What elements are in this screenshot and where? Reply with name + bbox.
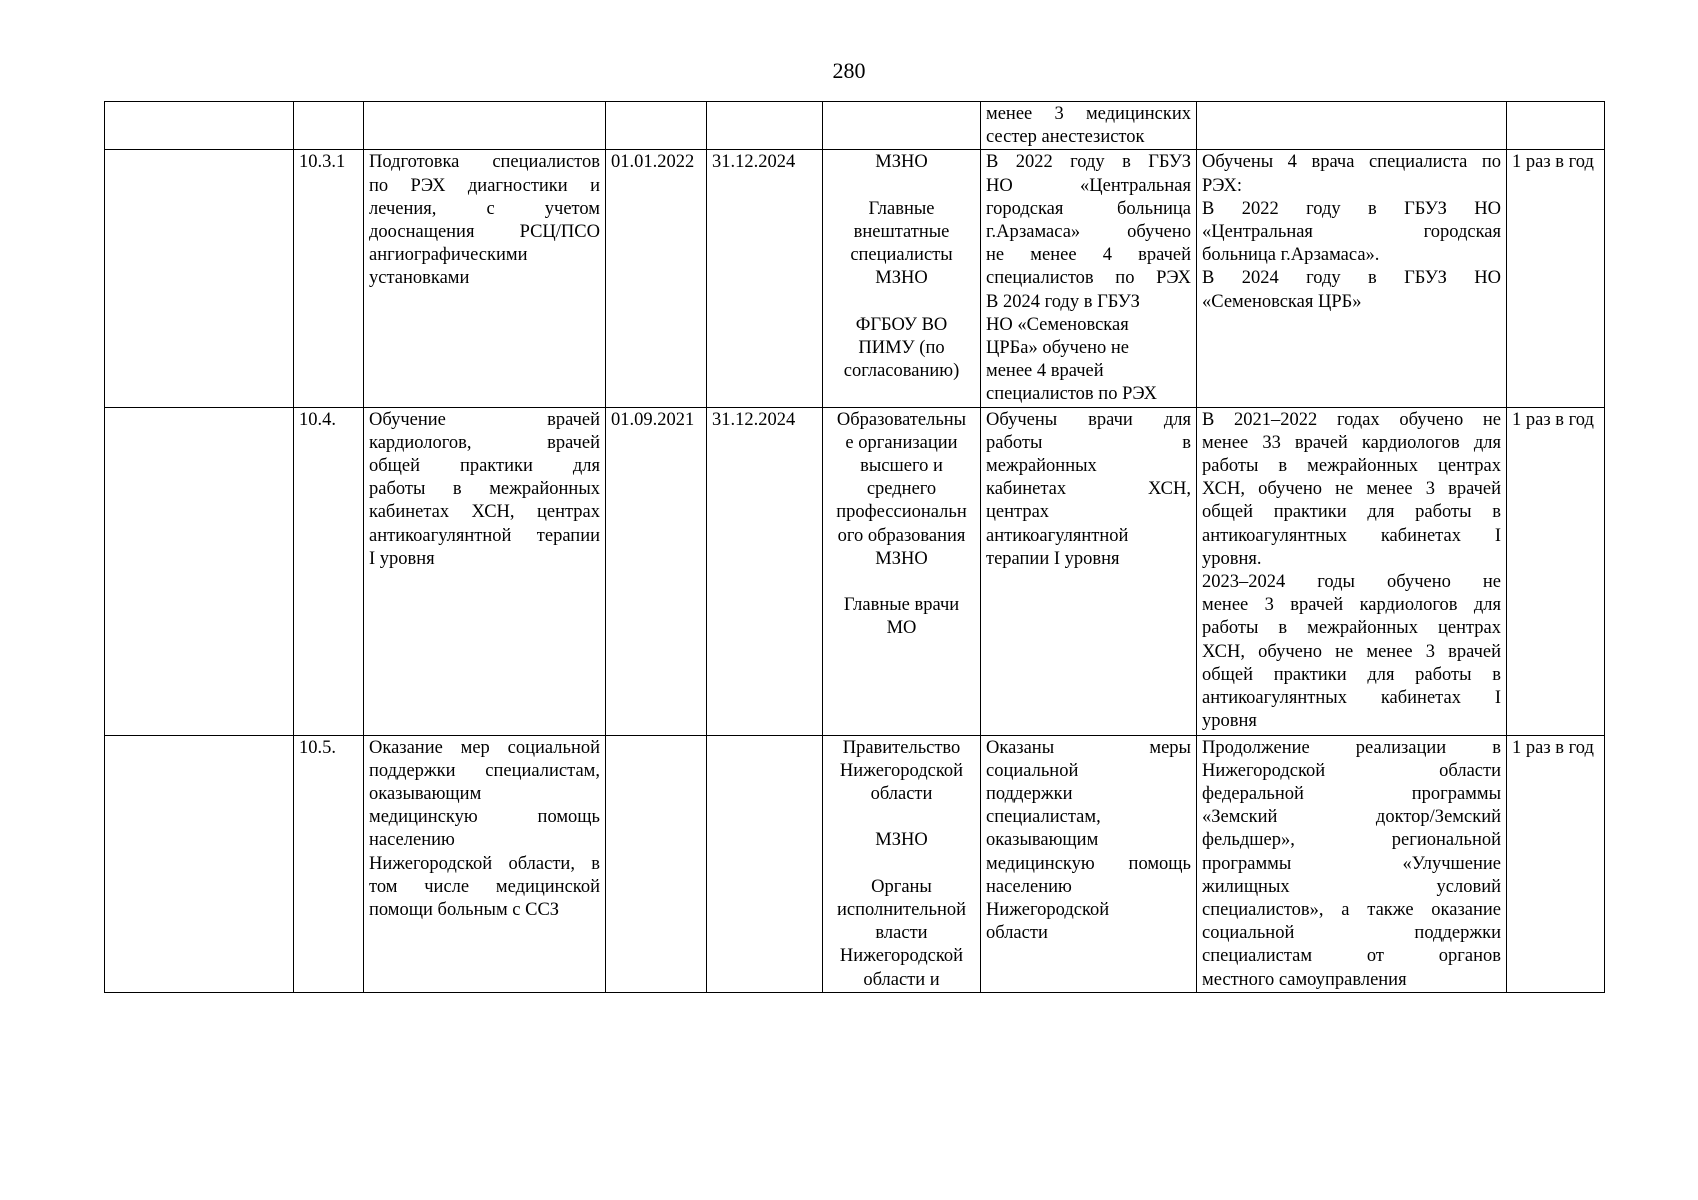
result-line: специалистам, [986,807,1101,828]
end-date: 31.12.2024 [712,409,796,430]
indicator-line: антикоагулянтных кабинетах I [1202,525,1501,546]
action-line: Нижегородской области, в [369,853,600,874]
indicator-line: Нижегородской области [1202,760,1501,781]
frequency: 1 раз в год [1512,409,1594,430]
responsible-line: Главные врачи [843,595,960,616]
result-cell [981,735,1197,992]
line-gap [828,571,975,594]
frequency-cell [1507,102,1605,150]
line-gap [828,175,975,198]
frequency: 1 раз в год [1512,152,1594,173]
responsible-cell [823,735,981,992]
action-line: по РЭХ диагностики и [369,175,600,196]
row-number: 10.3.1 [299,152,346,173]
indicator-line: 2023–2024 годы обучено не [1202,572,1501,593]
indicator-line: менее 33 врачей кардиологов для [1202,432,1501,453]
result-line: НО «Семеновская [986,314,1129,335]
result-line: менее 4 врачей [986,361,1104,382]
responsible-line: ПИМУ (по [858,338,945,358]
action-line: работы в межрайонных [369,479,600,500]
action-cell [364,102,606,150]
result-line: не менее 4 врачей [986,245,1191,266]
start-date-cell [606,150,707,407]
indicator-line: РЭХ: [1202,175,1243,196]
action-line: Подготовка специалистов [369,152,600,173]
responsible-line: власти [875,923,928,944]
action-line: антикоагулянтной терапии [369,525,600,546]
end-date-cell [707,407,823,735]
result-cell [981,407,1197,735]
action-line: общей практики для [369,456,600,477]
page-number: 280 [832,58,866,83]
indicator-line: программы «Улучшение [1202,853,1501,874]
result-line: НО «Центральная [986,175,1191,196]
responsible-line: МО [886,618,917,639]
row-number-cell [294,102,364,150]
indicator-line: специалистов», а также оказание [1202,900,1501,921]
indicator-cell [1197,407,1507,735]
result-line: кабинетах ХСН, [986,479,1191,500]
indicator-line: ХСН, обучено не менее 3 врачей [1202,479,1501,500]
indicator-line: В 2021–2022 годах обучено не [1202,409,1501,430]
start-date: 01.09.2021 [611,409,695,430]
result-line: менее 3 медицинских [986,104,1191,124]
action-line: Оказание мер социальной [369,737,600,758]
responsible-line: МЗНО [875,268,928,289]
responsible-line: МЗНО [875,548,928,569]
indicator-cell [1197,102,1507,150]
indicator-line: ХСН, обучено не менее 3 врачей [1202,641,1501,662]
responsible-line: Органы [871,876,932,897]
row-number: 10.5. [299,737,336,758]
responsible-line: Главные [868,198,935,219]
action-line: поддержки специалистам, [369,760,600,781]
indicator-line: В 2022 году в ГБУЗ НО [1202,198,1501,219]
result-line: специалистов по РЭХ [986,268,1191,289]
indicator-line: «Центральная городская [1202,222,1501,243]
indicator-line: работы в межрайонных центрах [1202,618,1501,639]
indicator-cell [1197,735,1507,992]
responsible-cell [823,150,981,407]
result-line: антикоагулянтной [986,525,1129,546]
end-date-cell [707,150,823,407]
indicator-line: общей практики для работы в [1202,502,1501,523]
empty-cell [105,407,294,735]
action-line: кардиологов, врачей [369,432,600,453]
result-line: В 2022 году в ГБУЗ [986,152,1191,173]
result-line: работы в [986,432,1191,453]
action-line: лечения, с учетом [369,198,600,219]
action-line: кабинетах ХСН, центрах [369,502,600,523]
indicator-line: социальной поддержки [1202,923,1501,944]
result-line: В 2024 году в ГБУЗ [986,291,1140,312]
frequency-cell [1507,735,1605,992]
responsible-line: высшего и [860,456,943,477]
empty-cell [105,102,294,150]
row-number: 10.4. [299,409,336,430]
empty-cell [105,150,294,407]
indicator-line: Обучены 4 врача специалиста по [1202,152,1501,173]
table-row [105,150,1605,407]
result-line: городская больница [986,198,1191,219]
table-row [105,735,1605,992]
indicator-line: Продолжение реализации в [1202,737,1501,758]
responsible-line: ФГБОУ ВО [855,314,948,335]
line-gap [828,853,975,876]
indicator-line: больница г.Арзамаса». [1202,245,1380,266]
responsible-line: области и [863,969,940,990]
line-gap [828,806,975,829]
responsible-cell [823,407,981,735]
indicator-line: жилищных условий [1202,876,1501,897]
start-date-cell [606,407,707,735]
responsible-line: специалисты [850,245,953,266]
action-line: ангиографическими [369,245,528,266]
row-number-cell [294,735,364,992]
action-cell [364,735,606,992]
result-line: Оказаны меры [986,737,1191,758]
result-line: г.Арзамаса» обучено [986,222,1191,243]
action-line: I уровня [369,548,435,569]
indicator-line: общей практики для работы в [1202,664,1501,685]
responsible-line: ого образования [837,525,966,546]
indicator-line: специалистам от органов [1202,946,1501,967]
end-date-cell [707,102,823,150]
responsible-line: среднего [866,479,937,500]
indicator-line: уровня [1202,711,1257,732]
frequency-cell [1507,407,1605,735]
row-number-cell [294,407,364,735]
indicator-line: В 2024 году в ГБУЗ НО [1202,268,1501,289]
frequency: 1 раз в год [1512,737,1594,758]
responsible-line: Нижегородской [839,946,964,967]
table-row [105,102,1605,150]
result-cell [981,150,1197,407]
plan-table-body [105,102,1605,993]
indicator-line: «Земский доктор/Земский [1202,807,1501,828]
result-line: специалистов по РЭХ [986,384,1157,405]
action-line: населению [369,830,455,851]
result-line: терапии I уровня [986,548,1120,569]
indicator-line: «Семеновская ЦРБ» [1202,291,1362,312]
result-line: центрах [986,502,1050,523]
result-line: межрайонных [986,456,1097,477]
indicator-line: антикоагулянтных кабинетах I [1202,688,1501,709]
responsible-line: Образовательны [836,409,967,430]
action-line: оказывающим [369,784,482,805]
action-line: установками [369,268,470,289]
result-cell [981,102,1197,150]
result-line: поддержки [986,784,1073,805]
start-date-cell [606,102,707,150]
responsible-line: МЗНО [875,830,928,851]
empty-cell [105,735,294,992]
result-line: социальной [986,760,1079,781]
action-line: Обучение врачей [369,409,600,430]
responsible-line: исполнительной [836,900,967,921]
responsible-line: е организации [845,432,958,453]
line-gap [828,291,975,314]
end-date-cell [707,735,823,992]
responsible-line: Нижегородской [839,760,964,781]
result-line: сестер анестезисток [986,127,1145,148]
responsible-cell [823,102,981,150]
result-line: Обучены врачи для [986,409,1191,430]
action-cell [364,407,606,735]
indicator-line: работы в межрайонных центрах [1202,456,1501,477]
action-line: дооснащения РСЦ/ПСО [369,222,600,243]
result-line: ЦРБа» обучено не [986,338,1129,359]
indicator-line: фельдшер», региональной [1202,830,1501,851]
frequency-cell [1507,150,1605,407]
result-line: населению [986,876,1072,897]
action-line: помощи больным с ССЗ [369,900,560,921]
indicator-line: уровня. [1202,548,1262,569]
row-number-cell [294,150,364,407]
responsible-line: согласованию) [843,361,960,382]
start-date-cell [606,735,707,992]
result-line: оказывающим [986,830,1099,851]
result-line: области [986,923,1048,944]
responsible-line: профессиональн [836,502,967,523]
action-line: медицинскую помощь [369,807,600,828]
responsible-line: области [870,784,933,805]
table-row [105,407,1605,735]
indicator-line: менее 3 врачей кардиологов для [1202,595,1501,616]
result-line: Нижегородской [986,900,1110,921]
responsible-line: внештатные [853,222,950,242]
indicator-line: федеральной программы [1202,784,1501,805]
responsible-line: Правительство [842,737,961,758]
indicator-line: местного самоуправления [1202,969,1407,990]
action-cell [364,150,606,407]
start-date: 01.01.2022 [611,152,695,173]
responsible-line: МЗНО [875,152,928,173]
indicator-cell [1197,150,1507,407]
plan-table [104,101,1605,993]
result-line: медицинскую помощь [986,853,1191,874]
action-line: том числе медицинской [369,876,600,897]
end-date: 31.12.2024 [712,152,796,173]
